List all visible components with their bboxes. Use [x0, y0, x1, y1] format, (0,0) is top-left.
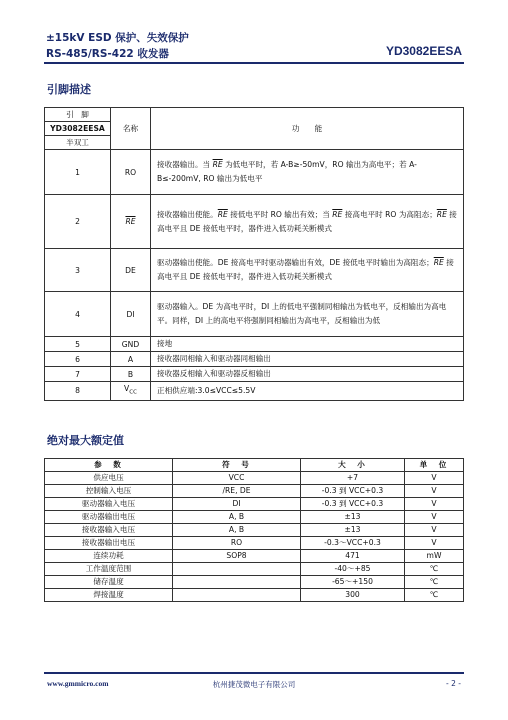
abs-section-title: 绝对最大额定值	[47, 434, 124, 447]
header-part-number: YD3082EESA	[385, 44, 462, 58]
pin-name: $V_{CC}$	[111, 382, 151, 401]
table-row	[45, 195, 464, 249]
footer-rule	[44, 672, 464, 674]
function-header: 功 能	[151, 108, 464, 150]
footer-url-link[interactable]: www.gmmicro.com	[47, 679, 109, 688]
pin-name: DI	[111, 292, 151, 337]
pin-name: A	[111, 352, 151, 367]
table-row: 控制输入电压 /RE, DE -0.3 到 VCC+0.3 V	[45, 485, 464, 498]
pin-function: 接地	[151, 337, 464, 352]
symbol-header: 符 号	[173, 459, 301, 472]
pin-function: 接收器输出使能。$\overline{RE}$ 接低电平时 RO 输出有效；当 $\overline{RE}$ 接高电平时 RO 为高阻态；$\overline{RE}$ 接高电平且 DE 接低电平时，器件进入低功耗关断模式	[151, 195, 464, 249]
pin-name: B	[111, 367, 151, 382]
pin-name: $\overline{RE}$	[111, 195, 151, 249]
pin-number: 3	[45, 249, 111, 292]
pin-section-title: 引脚描述	[47, 83, 91, 96]
table-row: 供应电压 VCC +7 V	[45, 472, 464, 485]
abs-header-row	[45, 459, 464, 472]
pin-name: RO	[111, 150, 151, 195]
pin-header-top: 引 脚	[45, 108, 111, 122]
pin-number: 4	[45, 292, 111, 337]
table-row	[45, 249, 464, 292]
pin-function: 驱动器输入。DE 为高电平时，DI 上的低电平强制同相输出为低电平，反相输出为高电平。同样，DI 上的高电平将强制同相输出为高电平，反相输出为低	[151, 292, 464, 337]
pin-number: 1	[45, 150, 111, 195]
table-row: 接收器输出电压 RO -0.3～VCC+0.3 V	[45, 537, 464, 550]
table-row: 储存温度 -65～+150 ℃	[45, 576, 464, 589]
table-row	[45, 352, 464, 367]
pin-function: 接收器输出。当 $\overline{RE}$ 为低电平时，若 A-B≥-50mV，RO 输出为高电平；若 A-B≤-200mV, RO 输出为低电平	[151, 150, 464, 195]
unit-header: 单 位	[405, 459, 464, 472]
table-row: 工作温度范围 -40～+85 ℃	[45, 563, 464, 576]
pin-number: 2	[45, 195, 111, 249]
pin-header-part: YD3082EESA	[45, 122, 111, 136]
table-row	[45, 150, 464, 195]
pin-function: 接收器反相输入和驱动器反相输出	[151, 367, 464, 382]
table-row: 连续功耗 SOP8 471 mW	[45, 550, 464, 563]
pin-function: 驱动器输出使能。DE 接高电平时驱动器输出有效，DE 接低电平时输出为高阻态；$\overline{RE}$ 接高电平且 DE 接低电平时，器件进入低功耗关断模式	[151, 249, 464, 292]
footer-company: 杭州捷茂微电子有限公司	[212, 680, 296, 689]
pin-function: 接收器同相输入和驱动器同相输出	[151, 352, 464, 367]
value-header: 大 小	[301, 459, 405, 472]
table-row: 焊接温度 300 ℃	[45, 589, 464, 602]
table-row	[45, 292, 464, 337]
pin-description-table	[44, 107, 464, 401]
pin-name: DE	[111, 249, 151, 292]
table-row: 驱动器输入电压 DI -0.3 到 VCC+0.3 V	[45, 498, 464, 511]
header-title-line1: ±15kV ESD 保护、失效保护	[46, 32, 189, 44]
table-row: 驱动器输出电压 A, B ±13 V	[45, 511, 464, 524]
pin-number: 6	[45, 352, 111, 367]
pin-number: 7	[45, 367, 111, 382]
pin-number: 5	[45, 337, 111, 352]
name-header: 名称	[111, 108, 151, 150]
absolute-max-ratings-table	[44, 458, 464, 602]
pin-header-mode: 半双工	[45, 136, 111, 150]
footer-page-number: - 2 -	[446, 679, 461, 688]
pin-function: 正相供应端:3.0≤VCC≤5.5V	[151, 382, 464, 401]
table-row: 接收器输入电压 A, B ±13 V	[45, 524, 464, 537]
table-row	[45, 367, 464, 382]
pin-name: GND	[111, 337, 151, 352]
pin-number: 8	[45, 382, 111, 401]
header-rule	[44, 62, 464, 64]
param-header: 参 数	[45, 459, 173, 472]
header-title-line2: RS-485/RS-422 收发器	[46, 48, 169, 60]
table-row	[45, 337, 464, 352]
table-row	[45, 382, 464, 401]
